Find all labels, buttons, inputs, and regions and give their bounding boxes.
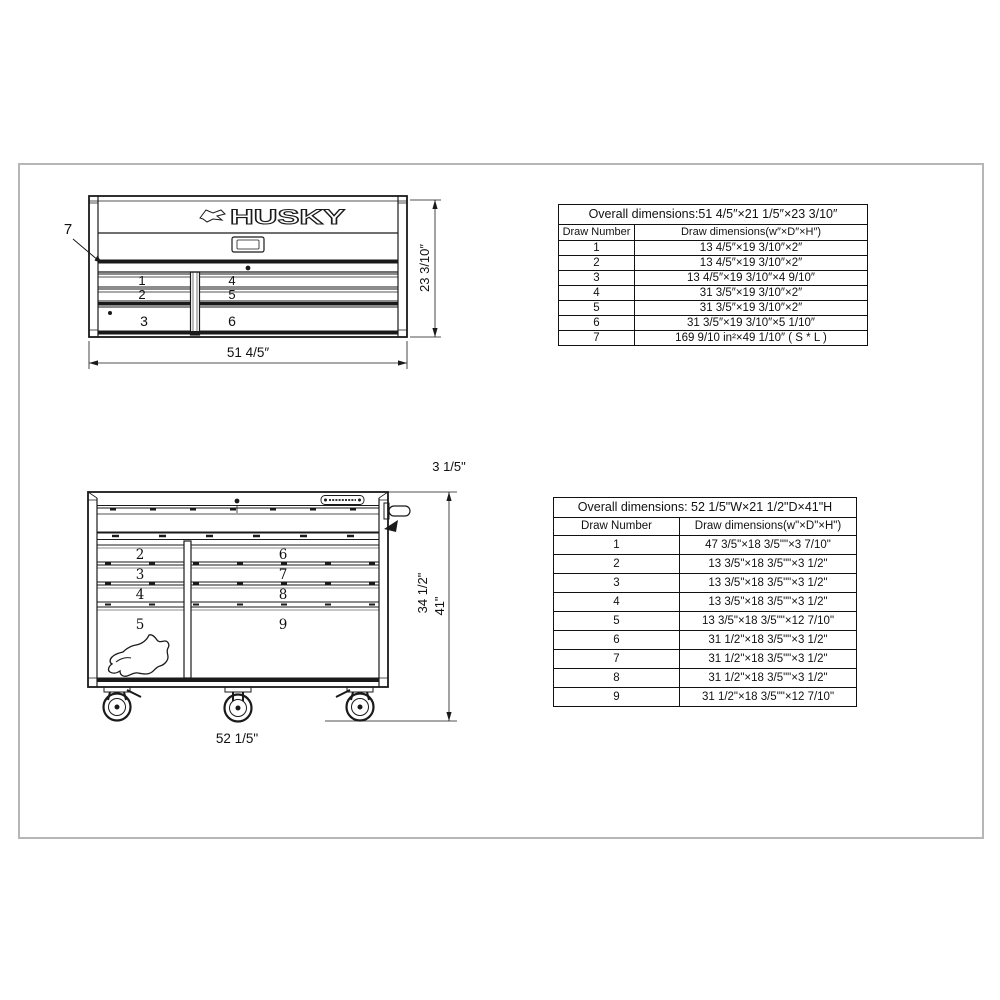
chest-drawer-5-label: 5 [228, 287, 236, 302]
caster-height-dim: 3 1/5" [432, 459, 466, 474]
col-draw-number: Draw Number [554, 518, 680, 536]
draw-number-cell: 3 [554, 574, 680, 593]
chest-drawer-4-label: 4 [228, 273, 236, 288]
chest-width-dim: 51 4/5″ [226, 345, 270, 360]
table-row [559, 241, 868, 256]
draw-dimensions-cell: 13 4/5″×19 3/10″×2″ [635, 256, 868, 271]
caster-right [336, 687, 374, 721]
cabinet-separator [97, 533, 379, 540]
draw-number-cell: 7 [554, 650, 680, 669]
col-draw-number: Draw Number [559, 225, 635, 241]
table-row [559, 286, 868, 301]
husky-logo-text: HUSKY [230, 206, 345, 229]
cabinet-divider [184, 541, 191, 678]
draw-number-cell: 8 [554, 669, 680, 688]
dim-arrow [89, 360, 98, 365]
caster-dim-arrow [384, 520, 398, 532]
draw-dimensions-cell: 13 3/5"×18 3/5""×3 1/2" [680, 574, 857, 593]
chest-callout-7-label: 7 [63, 221, 73, 238]
draw-dimensions-cell: 31 3/5″×19 3/10″×2″ [635, 286, 868, 301]
table-header-row [559, 225, 868, 241]
cabinet-drawer-9-label: 9 [278, 617, 288, 633]
dim-arrow [446, 712, 451, 721]
table-title-row [559, 205, 868, 225]
table-row [554, 555, 857, 574]
chest-lip-band [98, 260, 398, 264]
cabinet-drawer-8-label: 8 [278, 587, 288, 603]
table-title-row [554, 498, 857, 518]
chest-latch-inner [237, 240, 259, 249]
draw-number-cell: 2 [554, 555, 680, 574]
chest-drawer-3-lock [108, 311, 112, 315]
table-row [554, 612, 857, 631]
table-row [559, 301, 868, 316]
draw-number-cell: 1 [559, 241, 635, 256]
draw-dimensions-cell: 13 3/5"×18 3/5""×3 1/2" [680, 555, 857, 574]
table-row [559, 316, 868, 331]
draw-number-cell: 7 [559, 331, 635, 346]
chest-drawer-2-label: 2 [138, 287, 146, 302]
draw-number-cell: 3 [559, 271, 635, 286]
table-header-row [554, 518, 857, 536]
chest-height-dim: 23 3/10″ [417, 244, 432, 292]
chest-right-band [200, 302, 399, 306]
table-row [559, 256, 868, 271]
cabinet-drawer-1 [97, 508, 379, 532]
husky-dog-icon [200, 210, 225, 222]
cabinet-drawer-6-label: 6 [278, 547, 288, 563]
cabinet-drawer-3-label: 3 [135, 567, 145, 583]
table-row [559, 271, 868, 286]
chest-bottom-band [98, 331, 398, 335]
table-row [554, 536, 857, 555]
draw-number-cell: 1 [554, 536, 680, 555]
slide-dashes [105, 564, 375, 605]
cabinet-width-dim: 52 1/5" [215, 731, 259, 746]
chest-callout-7-leader [73, 239, 99, 261]
draw-number-cell: 6 [559, 316, 635, 331]
draw-dimensions-cell: 47 3/5"×18 3/5""×3 7/10" [680, 536, 857, 555]
chest-drawer-3-label: 3 [140, 313, 148, 329]
chest-divider-lines [193, 272, 197, 335]
draw-dimensions-cell: 13 4/5″×19 3/10″×4 9/10″ [635, 271, 868, 286]
cabinet-dimensions-table [553, 497, 857, 707]
husky-dog-outline [109, 635, 169, 676]
table-row [554, 631, 857, 650]
caster-middle [225, 687, 252, 722]
husky-logo [200, 206, 345, 229]
cabinet-lock [235, 499, 240, 504]
draw-dimensions-cell: 31 3/5″×19 3/10″×2″ [635, 301, 868, 316]
draw-number-cell: 9 [554, 688, 680, 707]
table-row [554, 688, 857, 707]
table-row [554, 650, 857, 669]
dim-arrow [446, 492, 451, 501]
draw-number-cell: 5 [554, 612, 680, 631]
cabinet-panel-ticks [88, 500, 388, 678]
chest-lock [246, 266, 251, 271]
chest-divider [191, 272, 200, 335]
col-draw-dimensions: Draw dimensions(w"×D"×H") [680, 518, 857, 536]
draw-dimensions-cell: 13 3/5"×18 3/5""×12 7/10" [680, 612, 857, 631]
cabinet-outline [88, 492, 388, 687]
draw-number-cell: 6 [554, 631, 680, 650]
cabinet-drawer-5-label: 5 [135, 617, 145, 633]
cabinet-total-height-dim: 41" [432, 596, 447, 616]
cabinet-drawer-4-label: 4 [135, 587, 145, 603]
cabinet-drawing [88, 459, 466, 746]
husky-dog-mouth [116, 658, 131, 662]
chest-table-title: Overall dimensions:51 4/5″×21 1/5″×23 3/10″ [559, 205, 868, 225]
draw-dimensions-cell: 13 4/5″×19 3/10″×2″ [635, 241, 868, 256]
chest-left-band [98, 302, 191, 306]
table-row [554, 593, 857, 612]
badge-dot [324, 499, 327, 502]
draw-number-cell: 4 [559, 286, 635, 301]
table-row [554, 574, 857, 593]
col-draw-dimensions: Draw dimensions(w″×D″×H″) [635, 225, 868, 241]
side-handle [389, 506, 410, 516]
cabinet-bottom-band [97, 678, 379, 682]
draw-dimensions-cell: 169 9/10 in²×49 1/10″ ( S * L ) [635, 331, 868, 346]
cabinet-body-height-dim: 34 1/2" [415, 572, 430, 614]
chest-dimensions-table [558, 204, 868, 346]
draw-number-cell: 2 [559, 256, 635, 271]
draw-dimensions-cell: 13 3/5"×18 3/5""×3 1/2" [680, 593, 857, 612]
caster-left [104, 687, 142, 721]
table-row [559, 331, 868, 346]
cabinet-table-title: Overall dimensions: 52 1/5"W×21 1/2"D×41"H [554, 498, 857, 518]
chest-drawing [64, 196, 441, 369]
dim-arrow [398, 360, 407, 365]
draw-dimensions-cell: 31 1/2"×18 3/5""×12 7/10" [680, 688, 857, 707]
cabinet-drawer-2-label: 2 [135, 547, 145, 563]
draw-number-cell: 4 [554, 593, 680, 612]
dim-arrow [432, 200, 437, 209]
badge-dot [358, 499, 361, 502]
draw-dimensions-cell: 31 1/2"×18 3/5""×3 1/2" [680, 669, 857, 688]
draw-dimensions-cell: 31 1/2"×18 3/5""×3 1/2" [680, 650, 857, 669]
draw-dimensions-cell: 31 1/2"×18 3/5""×3 1/2" [680, 631, 857, 650]
table-row [554, 669, 857, 688]
draw-dimensions-cell: 31 3/5″×19 3/10″×5 1/10″ [635, 316, 868, 331]
chest-drawer-1-label: 1 [138, 273, 146, 288]
dim-arrow [432, 328, 437, 337]
cabinet-drawer-7-label: 7 [278, 567, 288, 583]
chest-drawer-6-label: 6 [228, 313, 236, 329]
draw-number-cell: 5 [559, 301, 635, 316]
